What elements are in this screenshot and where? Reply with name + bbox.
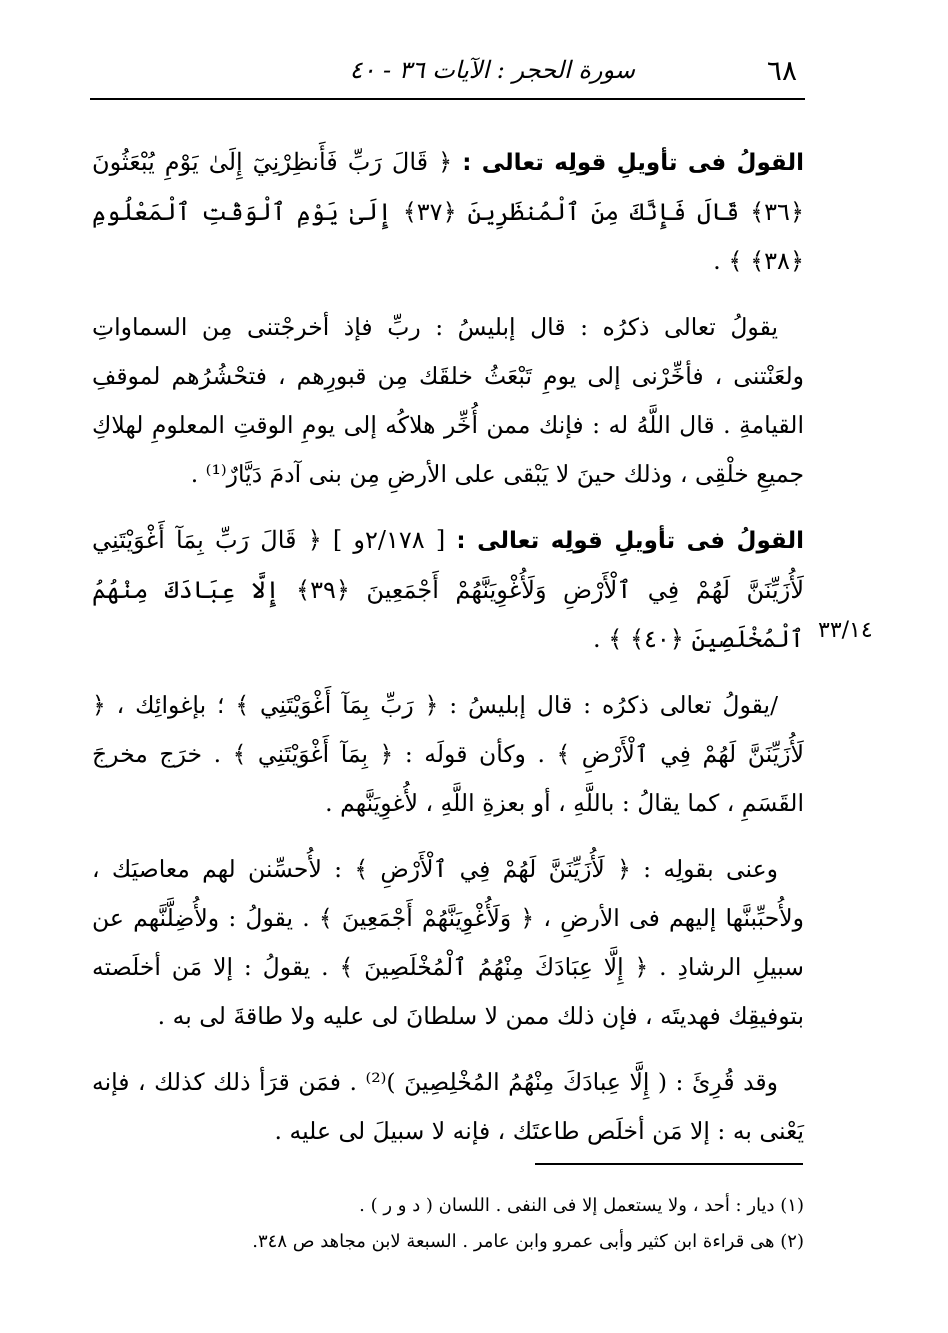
paragraph-commentary: وعنى بقولِه : ﴿ لَأُزَيِّنَنَّ لَهُمْ فِي ٱلْأَرْضِ ﴾ : لأُحسِّنن لهم معاصيَك ، ولأُحبِّبنَّها إليهم فى الأرضِ ، ﴿ وَلَأُغْوِيَنَّهُمْ أَجْمَعِينَ ﴾ . يقولُ : ولأُضِلَّنَّهم عن سبيلِ الرشادِ . ﴿ إِلَّا عِبَادَكَ مِنْهُمُ ٱلْمُخْلَصِينَ ﴾ . يقولُ : إلا مَن أخلَصته بتوفيقِك فهديتَه ، فإن ذلك ممن لا سلطانَ لى عليه ولا طاقةَ لى به . bbox=[92, 855, 804, 1030]
main-text bbox=[92, 138, 804, 1156]
section-heading: القولُ فى تأويلِ قولِه تعالى : bbox=[462, 150, 804, 176]
footnote: (٢) هى قراءة ابن كثير وأبى عمرو وابن عامر . السبعة لابن مجاهد ص ٣٤٨. bbox=[252, 1231, 804, 1252]
paragraph-commentary: وقد قُرِئَ : ( إِلَّا عِبادَكَ مِنْهُمُ المُخْلِصِينَ )⁽²⁾ . فمَن قرَأ ذلك كذلك ، فإنه يَعْنى به : إلا مَن أخلَص طاعتَك ، فإنه لا سبيلَ لى عليه . bbox=[92, 1068, 804, 1145]
page-number: ٦٨ bbox=[766, 54, 797, 87]
footnote-divider bbox=[535, 1163, 803, 1165]
verse-text: ﴿ قَالَ رَبِّ فَأَنظِرْنِيٓ إِلَىٰ يَوْمِ يُبْعَثُونَ ﴿٣٦﴾ قَالَ فَإِنَّكَ مِنَ ٱلْمُنظَرِينَ ﴿٣٧﴾ إِلَىٰ يَوْمِ ٱلْوَقْتِ ٱلْمَعْلُومِ ﴿٣٨﴾ ﴾ . bbox=[92, 148, 804, 275]
running-title: سورة الحجر : الآيات ٣٦ - ٤٠ bbox=[349, 56, 635, 84]
footnote: (١) ديار : أحد ، ولا يستعمل إلا فى النفى . اللسان ( د و ر ) . bbox=[359, 1195, 804, 1216]
page-header bbox=[90, 52, 805, 100]
paragraph-verse-heading bbox=[92, 138, 804, 286]
paragraph-verse-heading bbox=[92, 516, 804, 664]
paragraph-commentary: يقولُ تعالى ذكرُه : قال إبليسُ : ربِّ فإذ أخرجْتنى مِن السماواتِ ولعَنْتنى ، فأخِّرْنى إلى يومِ تَبْعَثُ خلقَك مِن قبورِهم ، فتحْشُرُهم لموقفِ القيامةِ . قال اللَّهُ له : فإنك ممن أُخِّر هلاكُه إلى يومِ الوقتِ المعلومِ لهلاكِ جميعِ خلْقِى ، وذلك حينَ لا يَبْقى على الأرضِ مِن بنى آدمَ دَيَّارٌ⁽¹⁾ . bbox=[92, 313, 804, 488]
verse-text: [ ٢/١٧٨و ] ﴿ قَالَ رَبِّ بِمَآ أَغْوَيْتَنِي لَأُزَيِّنَنَّ لَهُمْ فِي ٱلْأَرْضِ وَلَأُغْوِيَنَّهُمْ أَجْمَعِينَ ﴿٣٩﴾ إِلَّا عِبَادَكَ مِنْهُمُ ٱلْمُخْلَصِينَ ﴿٤٠﴾ ﴾ . bbox=[92, 526, 805, 653]
section-heading: القولُ فى تأويلِ قولِه تعالى : bbox=[456, 528, 804, 554]
footnotes bbox=[92, 1188, 804, 1260]
margin-reference: ٣٣/١٤ bbox=[818, 618, 873, 643]
paragraph-commentary: /يقولُ تعالى ذكرُه : قال إبليسُ : ﴿ رَبِّ بِمَآ أَغْوَيْتَنِي ﴾ ؛ بإغوائِك ، ﴿ لَأُزَيِّنَنَّ لَهُمْ فِي ٱلْأَرْضِ ﴾ . وكأن قولَه : ﴿ بِمَآ أَغْوَيْتَنِي ﴾ . خرَج مخرجَ القَسَمِ ، كما يقالُ : باللَّهِ ، أو بعزةِ اللَّهِ ، لأُغوِيَنَّهم . bbox=[92, 691, 804, 817]
